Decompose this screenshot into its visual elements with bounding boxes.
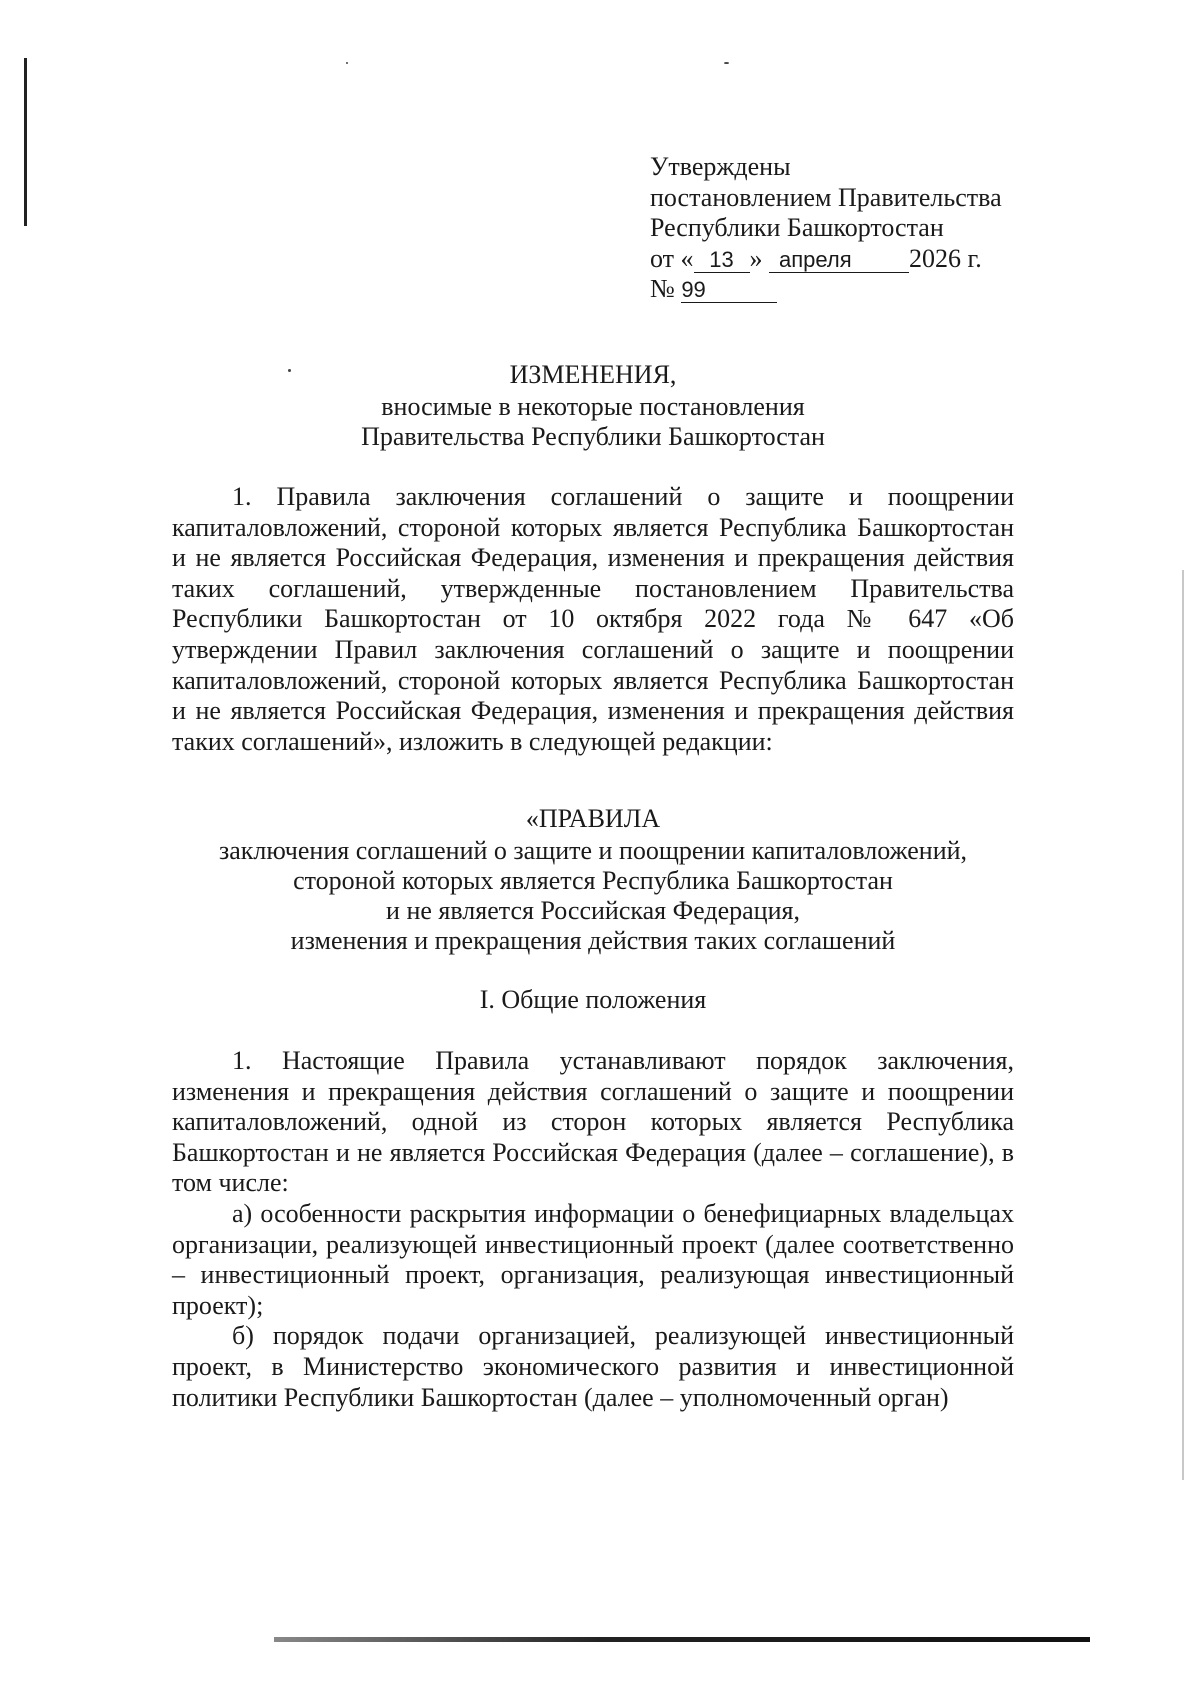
title-sub: вносимые в некоторые постановления — [381, 392, 805, 421]
rules-title-main: «ПРАВИЛА — [525, 804, 661, 833]
paragraph-1: 1. Настоящие Правила устанавливают порядок заключения, изменения и прекращения действия соглашений о защите и поощрении капиталовложений, одной из сторон которых является Республика Башкортостан и не является Российская Федерация (далее – соглашение), в том числе: — [172, 1046, 1014, 1198]
item-1 — [172, 482, 1014, 757]
scan-edge-mark-right — [1182, 570, 1184, 1480]
approval-number — [650, 274, 1070, 305]
date-prefix: от « — [650, 243, 694, 273]
approval-line: Республики Башкортостан — [650, 213, 944, 242]
number-value: 99 — [681, 278, 777, 303]
title-sub: Правительства Республики Башкортостан — [361, 422, 825, 451]
rules-title-line: стороной которых является Республика Башкортостан — [293, 866, 893, 895]
approval-date — [650, 244, 1070, 275]
date-month: апреля — [769, 248, 909, 273]
title-main: ИЗМЕНЕНИЯ, — [509, 360, 677, 389]
section-title — [170, 985, 1016, 1015]
scan-speck — [724, 62, 729, 64]
number-prefix: № — [650, 274, 675, 303]
scan-bottom-line — [274, 1637, 1090, 1642]
rules-title-line: изменения и прекращения действия таких соглашений — [290, 926, 896, 955]
rules-title — [170, 804, 1016, 956]
scan-edge-mark — [24, 58, 27, 226]
date-year: 2026 г. — [909, 243, 982, 273]
section-1-body — [172, 1046, 1014, 1413]
document-title — [170, 360, 1016, 452]
rules-title-line: и не является Российская Федерация, — [386, 896, 800, 925]
approval-block — [650, 152, 1070, 305]
approval-line: постановлением Правительства — [650, 182, 1002, 212]
rules-title-line: заключения соглашений о защите и поощрении капиталовложений, — [218, 836, 968, 865]
approval-line: Утверждены — [650, 152, 791, 181]
item-1-text: 1. Правила заключения соглашений о защите и поощрении капиталовложений, стороной которых является Республика Башкортостан и не является Российская Федерация, изменения и прекращения действия таких соглашений, утвержденные постановлением Правительства Республики Башкортостан от 10 октября 2022 года № 647 «Об утверждении Правил заключения соглашений о защите и поощрении капиталовложений, стороной которых является Республика Башкортостан и не является Российская Федерация, изменения и прекращения действия таких соглашений», изложить в следующей редакции: — [172, 482, 1014, 756]
paragraph-a: а) особенности раскрытия информации о бенефициарных владельцах организации, реализующей инвестиционный проект (далее соответственно – инвестиционный проект, организация, реализующая инвестиционный проект); — [172, 1198, 1014, 1320]
section-1-title: I. Общие положения — [479, 985, 707, 1014]
scan-speck — [346, 62, 348, 64]
date-mid: » — [749, 243, 763, 273]
paragraph-b: б) порядок подачи организацией, реализующей инвестиционный проект, в Министерство экономического развития и инвестиционной политики Республики Башкортостан (далее – уполномоченный орган) — [172, 1321, 1014, 1412]
date-day: 13 — [694, 248, 750, 273]
